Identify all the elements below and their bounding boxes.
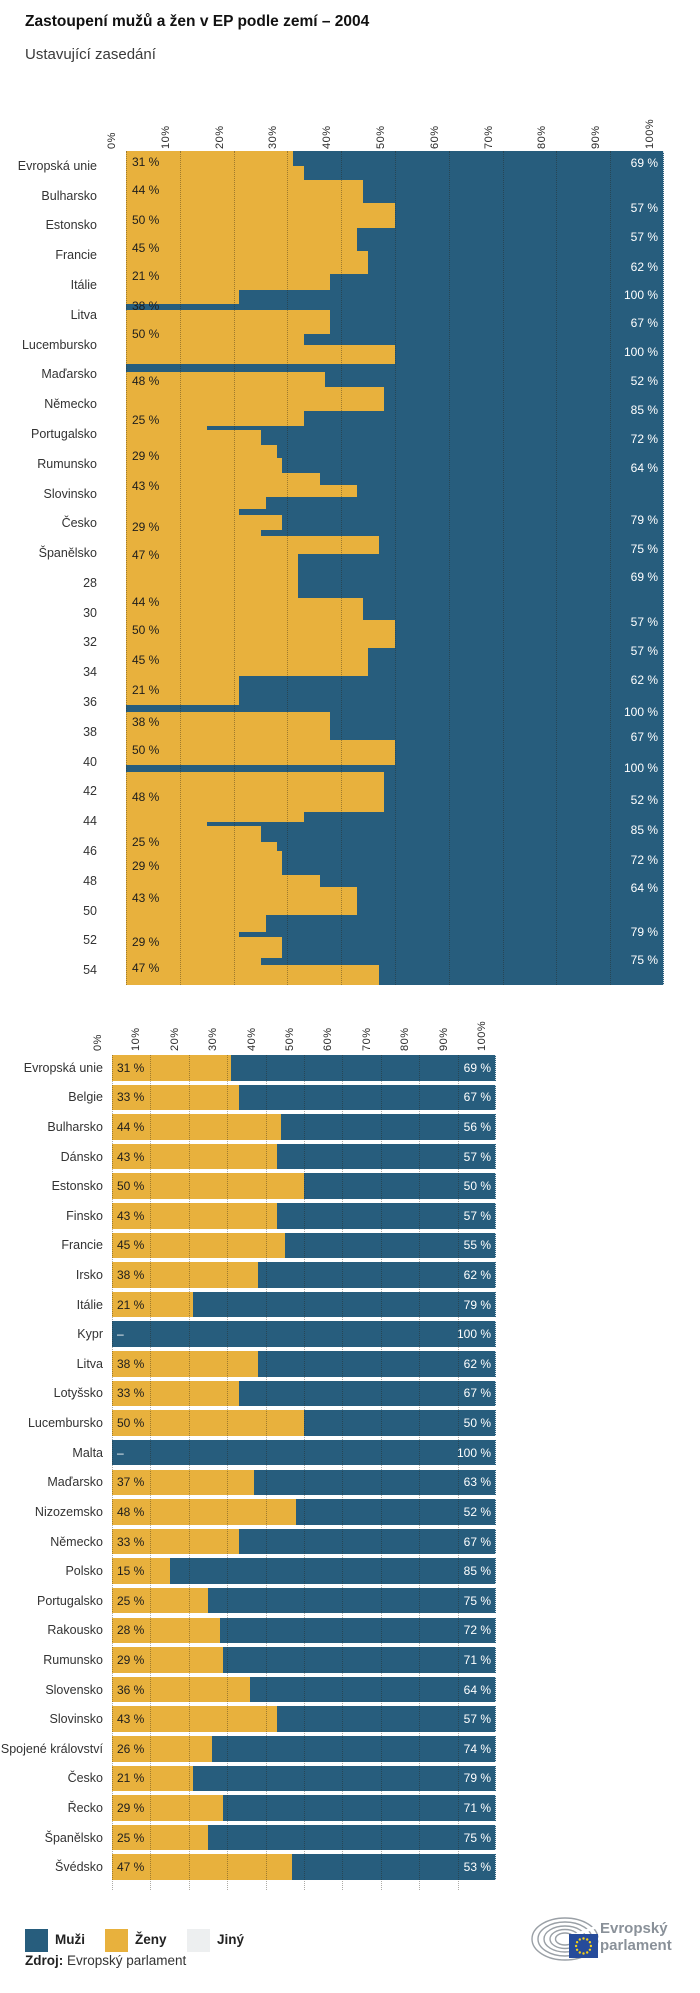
- men-value-label: 69 %: [630, 156, 658, 170]
- chart2-plot-area: [112, 1055, 496, 1890]
- men-value-label: 57 %: [630, 230, 658, 244]
- gridline: [287, 151, 288, 985]
- axis-tick-label: 0%: [106, 132, 118, 149]
- category-label: Dánsko: [60, 1149, 103, 1164]
- category-label: Švédsko: [55, 1860, 103, 1875]
- women-value-label: 38 %: [132, 299, 160, 313]
- women-value-label: 45 %: [117, 1238, 145, 1253]
- category-label: Itálie: [70, 278, 97, 293]
- men-value-label: 62 %: [630, 673, 658, 687]
- men-value-label: 64 %: [463, 1682, 491, 1697]
- women-value-label: 15 %: [117, 1564, 145, 1579]
- category-label: Litva: [76, 1356, 103, 1371]
- category-label: Irsko: [75, 1268, 103, 1283]
- axis-tick-label: 90%: [590, 125, 603, 149]
- men-value-label: 62 %: [630, 260, 658, 274]
- legend-swatch-zeny-icon: [105, 1929, 128, 1952]
- axis-tick-label: 90%: [437, 1027, 450, 1051]
- men-value-label: 67 %: [630, 730, 658, 744]
- women-value-label: 21 %: [132, 683, 160, 697]
- category-label: Evropská unie: [23, 1060, 103, 1075]
- women-value-label: 25 %: [117, 1830, 145, 1845]
- men-value-label: 74 %: [463, 1741, 491, 1756]
- men-value-label: 75 %: [463, 1830, 491, 1845]
- category-label: Bulharsko: [47, 1119, 103, 1134]
- gridline: [180, 151, 181, 985]
- women-value-label: 25 %: [117, 1593, 145, 1608]
- women-value-label: 48 %: [132, 790, 160, 804]
- men-value-label: 85 %: [630, 823, 658, 837]
- category-label: Estonsko: [51, 1179, 103, 1194]
- men-value-label: 67 %: [463, 1534, 491, 1549]
- axis-tick-label: 100%: [476, 1020, 488, 1051]
- axis-tick-label: 0%: [92, 1034, 104, 1051]
- category-label: 54: [83, 963, 97, 978]
- category-label: Portugalsko: [30, 426, 97, 441]
- gridline: [503, 151, 504, 985]
- men-value-label: 79 %: [630, 513, 658, 527]
- women-value-label: 31 %: [117, 1060, 145, 1075]
- women-value-label: 47 %: [132, 961, 160, 975]
- page-subtitle: Ustavující zasedání: [25, 46, 156, 63]
- category-label: 50: [83, 903, 97, 918]
- men-value-label: 67 %: [463, 1090, 491, 1105]
- men-value-label: 57 %: [463, 1149, 491, 1164]
- women-value-label: 31 %: [132, 155, 160, 169]
- men-value-label: 64 %: [630, 461, 658, 475]
- gridline: [458, 1055, 459, 1890]
- women-value-label: 38 %: [117, 1356, 145, 1371]
- axis-tick-label: 70%: [482, 125, 495, 149]
- women-value-label: 47 %: [132, 548, 160, 562]
- legend-item-jiny: [187, 1929, 262, 1953]
- women-value-label: 33 %: [117, 1534, 145, 1549]
- category-label: Lucembursko: [21, 337, 97, 352]
- category-label: 34: [83, 665, 97, 680]
- gridline: [227, 1055, 228, 1890]
- women-value-label: 21 %: [117, 1297, 145, 1312]
- women-value-label: 50 %: [132, 743, 160, 757]
- axis-tick-label: 40%: [321, 125, 334, 149]
- men-value-label: 50 %: [463, 1179, 491, 1194]
- category-label: Česko: [61, 516, 97, 531]
- category-label: Belgie: [68, 1090, 103, 1105]
- category-label: Řecko: [67, 1801, 103, 1815]
- gridline: [266, 1055, 267, 1890]
- category-label: Maďarsko: [41, 367, 97, 382]
- axis-tick-label: 20%: [168, 1027, 181, 1051]
- women-value-label: 26 %: [117, 1741, 145, 1756]
- women-value-label: 29 %: [132, 449, 160, 463]
- men-value-label: 62 %: [463, 1268, 491, 1283]
- women-value-label: 44 %: [132, 183, 160, 197]
- women-value-label: 29 %: [132, 520, 160, 534]
- category-label: Portugalsko: [36, 1593, 103, 1608]
- women-value-label: 43 %: [117, 1712, 145, 1727]
- men-value-label: 79 %: [630, 925, 658, 939]
- men-value-label: 75 %: [630, 542, 658, 556]
- category-label: Finsko: [66, 1208, 103, 1223]
- legend-swatch-muzi-icon: [25, 1929, 48, 1952]
- category-label: 46: [83, 843, 97, 858]
- category-label: Německo: [50, 1534, 103, 1549]
- source-line: [25, 1953, 186, 1968]
- women-value-label: 28 %: [117, 1623, 145, 1638]
- legend-label-jiny: Jiný: [217, 1932, 245, 1947]
- category-label: 52: [83, 933, 97, 948]
- gridline: [495, 1055, 496, 1880]
- men-value-label: 72 %: [630, 432, 658, 446]
- women-value-label: 48 %: [132, 374, 160, 388]
- women-value-label: 33 %: [117, 1386, 145, 1401]
- women-value-label: 47 %: [117, 1860, 145, 1875]
- gridline: [234, 151, 235, 985]
- women-value-label: 43 %: [132, 891, 160, 905]
- category-label: Evropská unie: [17, 158, 97, 173]
- gridline: [304, 1055, 305, 1890]
- women-value-label: 29 %: [132, 935, 160, 949]
- men-value-label: 69 %: [630, 570, 658, 584]
- gridline: [341, 151, 342, 985]
- category-label: Francie: [61, 1238, 103, 1253]
- axis-tick-label: 60%: [322, 1027, 335, 1051]
- men-value-label: 71 %: [463, 1801, 491, 1815]
- category-label: 30: [83, 605, 97, 620]
- category-label: Rumunsko: [43, 1652, 103, 1667]
- axis-tick-label: 20%: [213, 125, 226, 149]
- women-value-label: 25 %: [132, 413, 160, 427]
- category-label: Itálie: [76, 1297, 103, 1312]
- category-label: Rakousko: [47, 1623, 103, 1638]
- women-value-label: 50 %: [117, 1416, 145, 1431]
- category-label: 28: [83, 575, 97, 590]
- category-label: Bulharsko: [41, 188, 97, 203]
- women-value-label: 33 %: [117, 1090, 145, 1105]
- gridline: [419, 1055, 420, 1890]
- gridline: [189, 1055, 190, 1890]
- men-value-label: 53 %: [463, 1860, 491, 1875]
- women-value-label: 44 %: [132, 595, 160, 609]
- category-label: 44: [83, 814, 97, 829]
- legend-swatch-jiny-icon: [187, 1929, 210, 1952]
- women-value-label: 50 %: [117, 1179, 145, 1194]
- chart1-category-labels: [0, 151, 97, 985]
- axis-tick-label: 80%: [536, 125, 549, 149]
- legend-label-zeny: Ženy: [135, 1932, 167, 1947]
- category-label: Slovinsko: [49, 1712, 103, 1727]
- ep-logo-text: [600, 1920, 672, 1954]
- women-value-label: 43 %: [117, 1208, 145, 1223]
- category-label: 38: [83, 724, 97, 739]
- gridline: [342, 1055, 343, 1890]
- men-value-label: 75 %: [630, 953, 658, 967]
- legend-item-zeny: [105, 1929, 180, 1953]
- men-value-label: 71 %: [463, 1652, 491, 1667]
- men-value-label: 100 %: [623, 288, 658, 302]
- source-label: Zdroj:: [25, 1953, 64, 1968]
- category-label: 40: [83, 754, 97, 769]
- women-value-label: 38 %: [132, 715, 160, 729]
- category-label: Česko: [67, 1771, 103, 1786]
- category-label: 48: [83, 873, 97, 888]
- men-value-label: 85 %: [630, 403, 658, 417]
- category-label: Německo: [44, 397, 97, 412]
- men-value-label: 100 %: [456, 1327, 491, 1342]
- axis-tick-label: 80%: [399, 1027, 412, 1051]
- women-value-label: 36 %: [117, 1682, 145, 1697]
- axis-tick-label: 10%: [130, 1027, 143, 1051]
- men-value-label: 52 %: [630, 374, 658, 388]
- women-value-label: –: [117, 1327, 124, 1342]
- category-label: 42: [83, 784, 97, 799]
- men-value-label: 85 %: [463, 1564, 491, 1579]
- women-value-label: 44 %: [117, 1119, 145, 1134]
- gridline: [150, 1055, 151, 1890]
- men-value-label: 56 %: [463, 1119, 491, 1134]
- men-value-label: 57 %: [630, 201, 658, 215]
- legend-label-muzi: Muži: [55, 1932, 85, 1947]
- category-label: Lucembursko: [27, 1416, 103, 1431]
- women-value-label: –: [117, 1445, 124, 1460]
- women-value-label: 29 %: [117, 1801, 145, 1815]
- category-label: Rumunsko: [37, 456, 97, 471]
- men-value-label: 100 %: [623, 345, 658, 359]
- gridline: [449, 151, 450, 985]
- axis-tick-label: 70%: [360, 1027, 373, 1051]
- men-value-label: 55 %: [463, 1238, 491, 1253]
- source-text: Evropský parlament: [63, 1953, 187, 1968]
- men-value-label: 57 %: [630, 644, 658, 658]
- axis-tick-label: 40%: [245, 1027, 258, 1051]
- category-label: Lotyšsko: [53, 1386, 103, 1401]
- men-value-label: 67 %: [630, 316, 658, 330]
- category-label: Polsko: [65, 1564, 103, 1579]
- gridline: [663, 151, 664, 985]
- ep-logo-text-line2: parlament: [600, 1937, 672, 1954]
- women-value-label: 50 %: [132, 623, 160, 637]
- women-value-label: 37 %: [117, 1475, 145, 1490]
- category-label: Slovinsko: [43, 486, 97, 501]
- axis-tick-label: 10%: [159, 125, 172, 149]
- women-value-label: 43 %: [117, 1149, 145, 1164]
- category-label: Nizozemsko: [34, 1504, 103, 1519]
- category-label: Slovensko: [45, 1682, 103, 1697]
- women-value-label: 50 %: [132, 327, 160, 341]
- men-value-label: 64 %: [630, 881, 658, 895]
- men-value-label: 100 %: [623, 705, 658, 719]
- axis-tick-label: 100%: [644, 118, 656, 149]
- men-value-label: 100 %: [623, 761, 658, 775]
- axis-tick-label: 30%: [267, 125, 280, 149]
- category-label: Litva: [70, 307, 97, 322]
- women-value-label: 21 %: [117, 1771, 145, 1786]
- men-value-label: 72 %: [463, 1623, 491, 1638]
- category-label: 36: [83, 695, 97, 710]
- axis-tick-label: 50%: [284, 1027, 296, 1051]
- category-label: Malta: [72, 1445, 103, 1460]
- men-value-label: 52 %: [463, 1504, 491, 1519]
- ep-logo-text-line1: Evropský: [600, 1920, 668, 1937]
- gridline: [112, 1055, 113, 1890]
- men-value-label: 62 %: [463, 1356, 491, 1371]
- women-value-label: 25 %: [132, 835, 160, 849]
- axis-tick-label: 60%: [428, 125, 441, 149]
- chart2-category-labels: [0, 1055, 103, 1890]
- men-value-label: 52 %: [630, 793, 658, 807]
- category-label: Kypr: [77, 1327, 103, 1342]
- axis-tick-label: 30%: [207, 1027, 220, 1051]
- gridline: [395, 151, 396, 985]
- women-value-label: 45 %: [132, 241, 160, 255]
- women-value-label: 21 %: [132, 269, 160, 283]
- men-value-label: 57 %: [463, 1208, 491, 1223]
- women-value-label: 50 %: [132, 213, 160, 227]
- men-value-label: 75 %: [463, 1593, 491, 1608]
- gridline: [126, 151, 127, 985]
- women-value-label: 29 %: [117, 1652, 145, 1667]
- men-value-label: 72 %: [630, 853, 658, 867]
- men-value-label: 67 %: [463, 1386, 491, 1401]
- men-value-label: 57 %: [630, 615, 658, 629]
- men-value-label: 50 %: [463, 1416, 491, 1431]
- women-value-label: 45 %: [132, 653, 160, 667]
- men-value-label: 57 %: [463, 1712, 491, 1727]
- category-label: Francie: [55, 248, 97, 263]
- category-label: Španělsko: [44, 1830, 103, 1845]
- category-label: Španělsko: [38, 546, 97, 561]
- men-value-label: 79 %: [463, 1771, 491, 1786]
- women-value-label: 29 %: [132, 859, 160, 873]
- axis-tick-label: 50%: [375, 125, 387, 149]
- european-parliament-logo: [525, 1910, 695, 1970]
- gridline: [381, 1055, 382, 1890]
- men-value-label: 79 %: [463, 1297, 491, 1312]
- men-value-label: 69 %: [463, 1060, 491, 1075]
- legend-item-muzi: [25, 1929, 100, 1953]
- men-value-label: 100 %: [456, 1445, 491, 1460]
- women-value-label: 48 %: [117, 1504, 145, 1519]
- women-value-label: 43 %: [132, 479, 160, 493]
- category-label: Maďarsko: [47, 1475, 103, 1490]
- gridline: [556, 151, 557, 985]
- page-title: Zastoupení mužů a žen v EP podle zemí – 2004: [25, 13, 370, 30]
- category-label: Spojené království: [0, 1741, 103, 1756]
- category-label: Estonsko: [45, 218, 97, 233]
- women-value-label: 38 %: [117, 1268, 145, 1283]
- category-label: 32: [83, 635, 97, 650]
- men-value-label: 63 %: [463, 1475, 491, 1490]
